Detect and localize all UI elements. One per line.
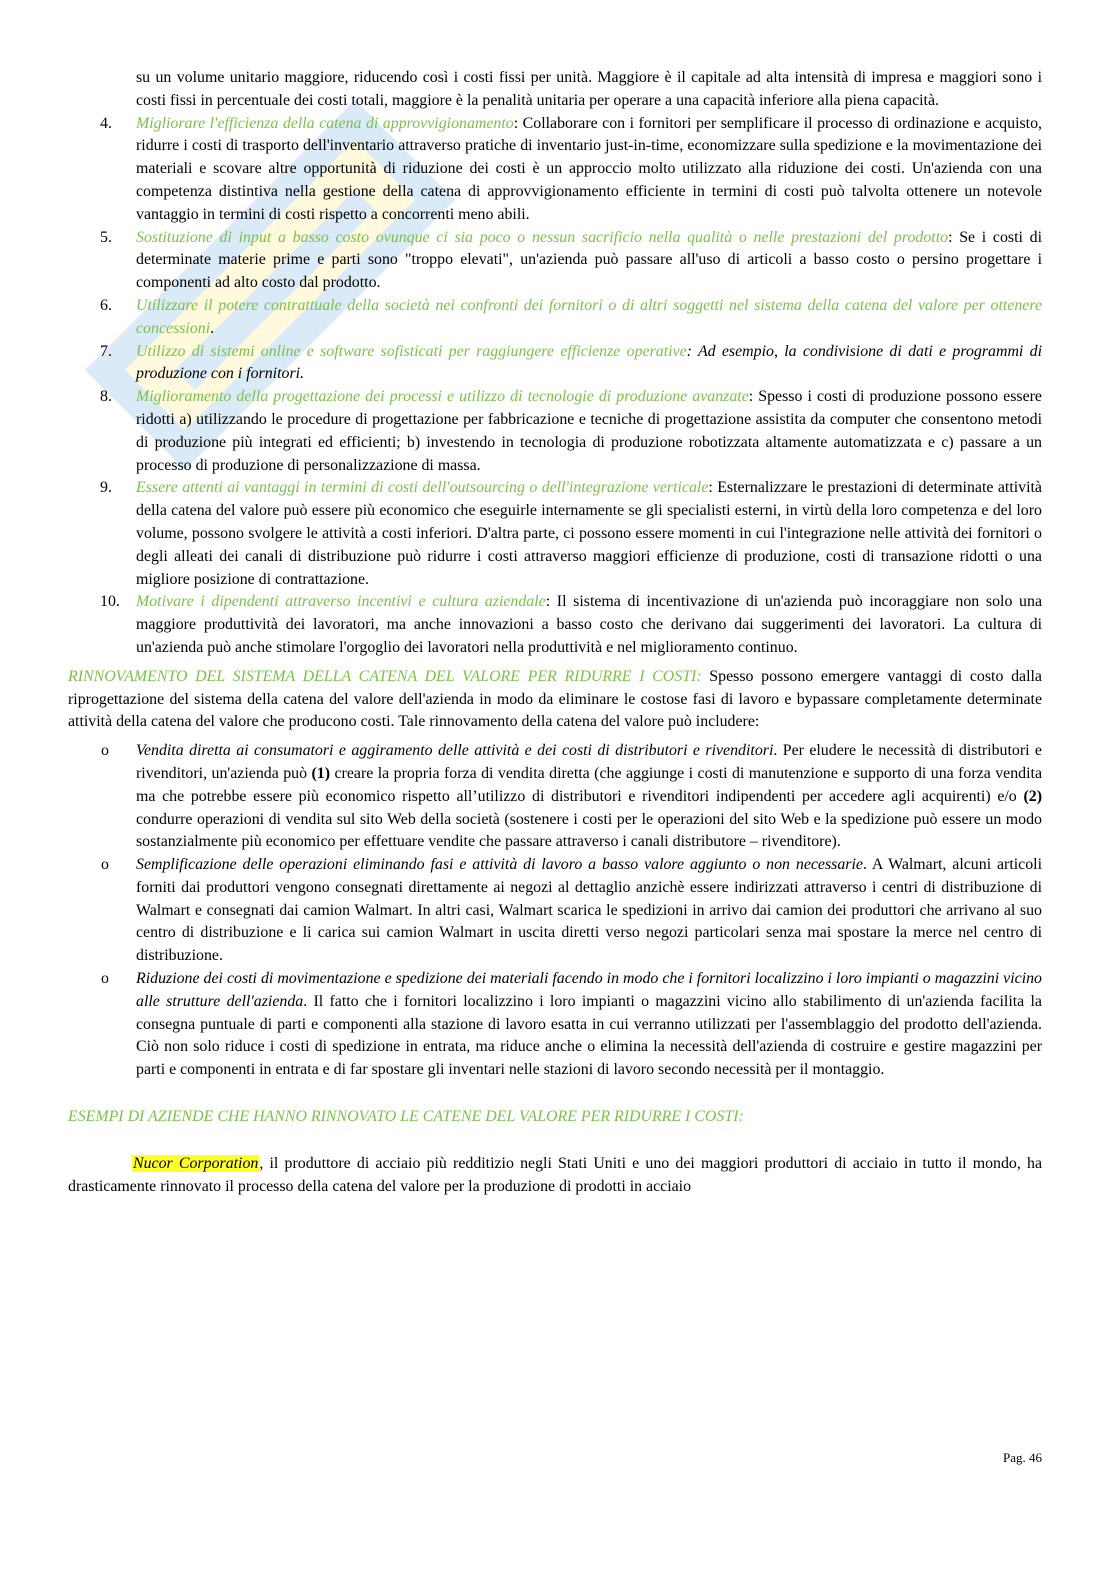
item-title: Utilizzo di sistemi online e software sofisticati per raggiungere efficienze operative: [136, 342, 687, 360]
bullet-marker: o: [101, 970, 109, 988]
bullet-marker: o: [101, 856, 109, 874]
item-body: : Spesso i costi di produzione possono essere ridotti a) utilizzando le procedure di progettazione per fabbricazione e tecniche di progettazione assistita da computer che consentono metodi di produzione più integrati ed efficienti; b) investendo in tecnologia di produzione robotizzata altamente automatizzata e c) passare a un processo di produzione di personalizzazione di massa.: [136, 388, 1042, 474]
item-title: Utilizzare il potere contrattuale della società nei confronti dei fornitori o di altri soggetti nel sistema della catena del valore per ottenere concessioni: [136, 296, 1042, 337]
bullet-text: . Per eludere le necessità di distributori e rivenditori, un'azienda può: [136, 742, 1042, 782]
item-title: Essere attenti ai vantaggi in termini di costi dell'outsourcing o dell'integrazione verticale: [136, 479, 709, 497]
bullet-lead: Riduzione dei costi di movimentazione e spedizione dei materiali facendo in modo che i fornitori localizzino i loro impianti o magazzini vicino alle strutture dell'azienda: [136, 970, 1042, 1010]
item-title: Sostituzione di input a basso costo ovunque ci sia poco o nessun sacrificio nella qualità o nelle prestazioni del prodotto: [136, 228, 949, 246]
item-body: : Esternalizzare le prestazioni di determinate attività della catena del valore può essere più economico che eseguirle internamente se gli specialisti esterni, in virtù della loro competenza e del loro volume, possono svolgere le attività a costi inferiori. D'altra parte, ci possono essere momenti in cui l'integrazione nelle attività dei fornitori o degli alleati dei canali di distribuzione può ridurre i costi attraverso maggiori efficienze di produzione, costi di transazione ridotti o una migliore posizione di contrattazione.: [136, 479, 1042, 588]
item-number: 4.: [100, 114, 112, 132]
bullet-list: [68, 740, 1042, 1082]
item-number: 6.: [100, 296, 112, 314]
bullet-item: [68, 740, 1042, 854]
section-heading-text: ESEMPI DI AZIENDE CHE HANNO RINNOVATO LE CATENE DEL VALORE PER RIDURRE I COSTI:: [68, 1108, 744, 1126]
bullet-text: creare la propria forza di vendita diretta (che aggiunge i costi di manutenzione e supporto di una forza vendita ma che potrebbe essere più economico rispetto all’utilizzo di distributori e rivenditori indipendenti per accedere agli acquirenti) e/o: [136, 764, 1043, 805]
section-heading-2: [68, 1106, 1042, 1129]
list-item: [68, 295, 1042, 341]
page-number: Pag. 46: [1003, 1450, 1042, 1465]
section-paragraph: [68, 666, 1042, 734]
item-body: : Se i costi di determinate materie prime e parti sono "troppo elevati", un'azienda può passare all'uso di articoli a basso costo o persino progettare i componenti ad alto costo dal prodotto.: [136, 228, 1043, 292]
list-item: [68, 113, 1042, 227]
item-body: : Il sistema di incentivazione di un'azienda può incoraggiare non solo una maggiore produttività dei lavoratori, ma anche innovazioni a basso costo che derivano dai suggerimenti dei lavoratori. La cultura di un'azienda può anche stimolare l'orgoglio dei lavoratori nella produttività e nel miglioramento continuo.: [136, 593, 1042, 656]
bullet-item: [68, 854, 1042, 968]
bullet-marker: o: [101, 742, 109, 760]
item-number: 10.: [100, 593, 120, 611]
bullet-item: [68, 968, 1042, 1082]
item-number: 5.: [100, 228, 112, 246]
section-body: Spesso possono emergere vantaggi di costo dalla riprogettazione del sistema della catena del valore dell'azienda in modo da eliminare le costose fasi di lavoro e bypassare completamente determinate attività della catena del valore che producono costi. Tale rinnovamento della catena del valore può includere:: [68, 667, 1042, 731]
bullet-lead: Semplificazione delle operazioni eliminando fasi e attività di lavoro a basso valore aggiunto o non necessarie: [136, 856, 863, 874]
bullet-text: . Il fatto che i fornitori localizzino i loro impianti o magazzini vicino allo stabilimento di un'azienda facilita la consegna puntuale di parti e componenti alla stazione di lavoro esatta in cui verranno utilizzati per l'assemblaggio del prodotto dell'azienda. Ciò non solo riduce i costi di spedizione in entrata, ma riduce anche o elimina la necessità dell'azienda di costruire e gestire magazzini per parti e componenti in entrata e di far spostare gli inventari nelle stazioni di lavoro secondo necessità per il montaggio.: [136, 992, 1042, 1079]
item-title: Miglioramento della progettazione dei processi e utilizzo di tecnologie di produzione avanzate: [136, 388, 749, 406]
section-heading: RINNOVAMENTO DEL SISTEMA DELLA CATENA DEL VALORE PER RIDURRE I COSTI:: [68, 667, 702, 685]
item-number: 7.: [100, 342, 112, 360]
example-body: , il produttore di acciaio più redditizio negli Stati Uniti e uno dei maggiori produttori di acciaio in tutto il mondo, ha drasticamente rinnovato il processo della catena del valore per la produzione di prodotti in acciaio: [68, 1154, 1043, 1195]
document-body: [68, 67, 1042, 1198]
list-item: [68, 386, 1042, 477]
item-title: Motivare i dipendenti attraverso incentivi e cultura aziendale: [136, 593, 546, 611]
list-item: [68, 591, 1042, 659]
list-item: [68, 227, 1042, 295]
list-item: [68, 67, 1042, 113]
example-paragraph: [68, 1153, 1042, 1199]
bullet-lead: Vendita diretta ai consumatori e aggiramento delle attività e dei costi di distributori e rivenditori: [136, 742, 774, 760]
bullet-text: condurre operazioni di vendita sul sito Web della società (sostenere i costi per le operazioni del sito Web e la spedizione può essere un modo sostanzialmente più economico per effettuare vendite che passare attraverso i canali distributore – rivenditore).: [136, 810, 1042, 851]
highlighted-company: Nucor Corporation: [133, 1154, 259, 1172]
list-item: [68, 341, 1042, 387]
item-body: : Collaborare con i fornitori per semplificare il processo di ordinazione e acquisto, ridurre i costi di trasporto dell'inventario attraverso pratiche di inventario just-in-time, economizzare sulla spedizione e la movimentazione dei materiali e scovare altre opportunità di riduzione dei costi è un approccio molto utilizzato alla riduzione dei costi. Un'azienda con una competenza distintiva nella gestione della catena di approvvigionamento efficiente in termini di costi può talvolta ottenere un notevole vantaggio in termini di costi rispetto a concorrenti meno abili.: [136, 114, 1043, 223]
item-body: su un volume unitario maggiore, riducendo così i costi fissi per unità. Maggiore è il capitale ad alta intensità di impresa e maggiori sono i costi fissi in percentuale dei costi totali, maggiore è la penalità unitaria per operare a una capacità inferiore alla piena capacità.: [136, 69, 1042, 109]
item-title: Migliorare l'efficienza della catena di approvvigionamento: [136, 114, 514, 132]
item-number: 8.: [100, 388, 112, 406]
bullet-bold: (2): [1023, 787, 1042, 805]
item-body: .: [210, 319, 215, 337]
numbered-list: [68, 67, 1042, 660]
list-item: [68, 477, 1042, 591]
item-body: : Ad esempio, la condivisione di dati e programmi di produzione con i fornitori.: [136, 342, 1042, 383]
item-number: 9.: [100, 479, 112, 497]
bullet-text: . A Walmart, alcuni articoli forniti dai produttori vengono consegnati direttamente ai negozi al dettaglio anzichè essere indirizzati attraverso i centri di distribuzione di Walmart e consegnati dai camion Walmart. In altri casi, Walmart scarica le spedizioni in arrivo dai camion dei produttori che arrivano al suo centro di distribuzione e li carica sui camion Walmart in uscita diretti verso negozi particolari senza mai spostare la merce nel centro di distribuzione.: [136, 856, 1042, 965]
bullet-bold: (1): [311, 764, 331, 782]
